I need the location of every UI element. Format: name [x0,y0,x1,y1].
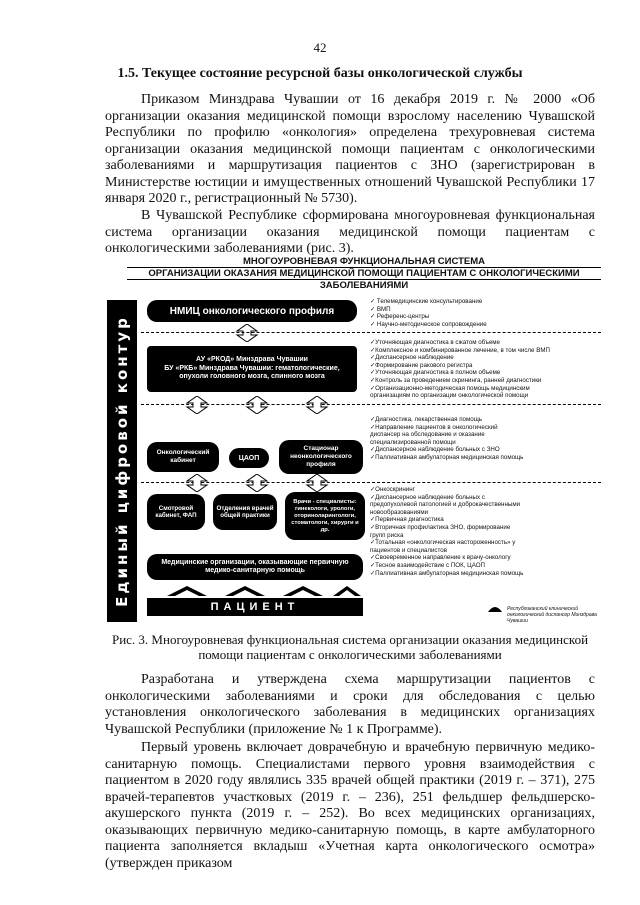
double-arrows-icon [177,396,337,414]
level1-bullets [370,486,600,577]
bullet-item: ✓Диагностика, лекарственная помощь [370,416,483,423]
bullet-item: диспансер на обследование и оказание [370,431,485,439]
bullet-item: ✓Своевременное направление к врачу-онкологу [370,554,511,562]
primary-care-box: Медицинские организации, оказывающие первичную медико-санитарную помощь [147,554,363,580]
patient-bar: ПАЦИЕНТ [147,598,363,616]
chevrons-icon [147,584,363,596]
figure-title [127,256,601,291]
bullet-item: ✓ Телемедицинские консультирование [370,298,483,305]
bullet-item: новообразованиями [370,508,429,516]
nmic-box: НМИЦ онкологического профиля [147,300,357,322]
paragraph-3: Разработана и утверждена схема маршрутизации пациентов с онкологическими заболеваниями и сроки для обследования с целью установления онкологического заболевания в медицинских организациях Чувашской Республики (приложение № 1 к Программе). [105,672,595,737]
bullet-item: ✓Первичная диагностика [370,516,444,524]
bullet-item: ✓Уточняющая диагностика в полном объеме [370,369,501,377]
specialists-box: Врачи - специалисты: гинекологи, урологи, оториноларингологи, стоматологи, хирурги и др. [285,492,365,540]
page-number: 42 [313,40,327,55]
bullet-item: ✓Организационно-методическая помощь медицинским [370,384,530,392]
bullet-item: ✓Паллиативная амбулаторная медицинская помощь [370,569,524,577]
level-divider [141,332,601,333]
bullet-item: ✓ Референс-центры [370,313,430,321]
onco-cabinet-box: Онкологический кабинет [147,442,219,472]
bullet-item: ✓Контроль за проведением скрининга, ранней диагностики [370,376,542,384]
digital-contour-label: Единый цифровой контур [113,315,131,607]
bullet-item: групп риска [370,531,404,539]
bullet-item: ✓Диспансерное наблюдение больных с ЗНО [370,446,500,454]
bullet-item: ✓Комплексное и комбинированное лечение, в том числе ВМП [370,346,550,354]
figure-caption: Рис. 3. Многоуровневая функциональная система организации оказания медицинской помощи пациентам с онкологическими заболеваниями [111,632,589,662]
level3-bullets [370,339,600,400]
bullet-item: ✓Онкоскрининг [370,486,415,493]
logo-icon [487,602,503,612]
bullet-item: ✓Тесное взаимодействие с ПОК, ЦАОП [370,561,485,569]
caop-box: ЦАОП [229,448,269,468]
figure-3 [107,256,601,622]
bullet-item: специализированной помощи [370,438,456,446]
figure-title-line-3: ЗАБОЛЕВАНИЯМИ [319,280,409,291]
bullet-item: ✓Направление пациентов в онкологический [370,423,498,431]
bullet-item: предопухолевой патологией и доброкачественными [370,501,521,509]
level2-bullets [370,416,600,462]
bullet-item: ✓Диспансерное наблюдение [370,354,454,362]
bullet-item: ✓ Научно-методическое сопровождение [370,320,487,328]
figure-title-line-1: МНОГОУРОВНЕВАЯ ФУНКЦИОНАЛЬНАЯ СИСТЕМА [127,256,601,268]
section-heading: 1.5. Текущее состояние ресурсной базы онкологической службы [117,66,523,81]
figure-title-line-2: ОРГАНИЗАЦИИ ОКАЗАНИЯ МЕДИЦИНСКОЙ ПОМОЩИ ПАЦИЕНТАМ С ОНКОЛОГИЧЕСКИМИ [127,268,601,280]
smotrovoy-box: Смотровой кабинет, ФАП [147,494,205,530]
bullet-item: ✓Тотальная «онкологическая настороженность» у [370,539,516,547]
digital-contour-bar [107,300,137,622]
bullet-item: ✓Уточняющая диагностика в сжатом объеме [370,339,501,346]
level3-box: АУ «РКОД» Минздрава Чувашии БУ «РКБ» Минздрава Чувашии: гематологические, опухоли головного мозга, спинного мозга [147,346,357,392]
nmic-bullets [370,298,600,328]
bullet-item: ✓Вторичная профилактика ЗНО, формирование [370,523,511,531]
bullet-item: ✓Формирование ракового регистра [370,361,473,369]
paragraph-2: В Чувашской Республике сформирована многоуровневая функциональная система организации оказания медицинской помощи пациентам с онкологическими заболеваниями (рис. 3). [105,208,595,256]
logo-caption: Республиканский клинический онкологический диспансер Минздрава Чувашии [507,606,597,624]
bullet-item: организациям по организации онкологической помощи [370,392,529,400]
double-arrow-icon [227,324,267,342]
bullet-item: ✓Диспансерное наблюдение больных с [370,493,485,501]
gp-departments-box: Отделения врачей общей практики [213,494,277,530]
hospital-box: Стационар неонкологического профиля [279,440,363,474]
double-arrows-icon [177,474,337,492]
paragraph-1: Приказом Минздрава Чувашии от 16 декабря 2019 г. № 2000 «Об организации оказания медицинской помощи взрослому населению Чувашской Республики по профилю «онкология» определена трехуровневая система организации оказания медицинской помощи пациентам с онкологическими заболеваниями и маршрутизация пациентов с ЗНО (зарегистрирован в Министерстве юстиции и имущественных отношений Чувашской Республики 17 января 2020 г., регистрационный № 5730). [105,92,595,206]
bullet-item: ✓ ВМП [370,305,391,313]
bullet-item: ✓Паллиативная амбулаторная медицинская помощь [370,453,524,461]
bullet-item: пациентов и специалистов [370,546,448,554]
paragraph-4: Первый уровень включает доврачебную и врачебную первичную медико-санитарную помощь. Специалистами первого уровня взаимодействия с пациентом в 2020 году являлись 335 врачей общей практики (2019 г. – 371), 275 врачей-терапевтов участковых (2019 г. – 236), 251 фельдшер фельдшерско-акушерского пункта (2019 г. – 252). Во всех медицинских организациях, оказывающих первичную медико-санитарную помощь, в карте амбулаторного пациента заполняется вкладыш «Учетная карта онкологического осмотра» (утвержден приказом [105,740,595,871]
